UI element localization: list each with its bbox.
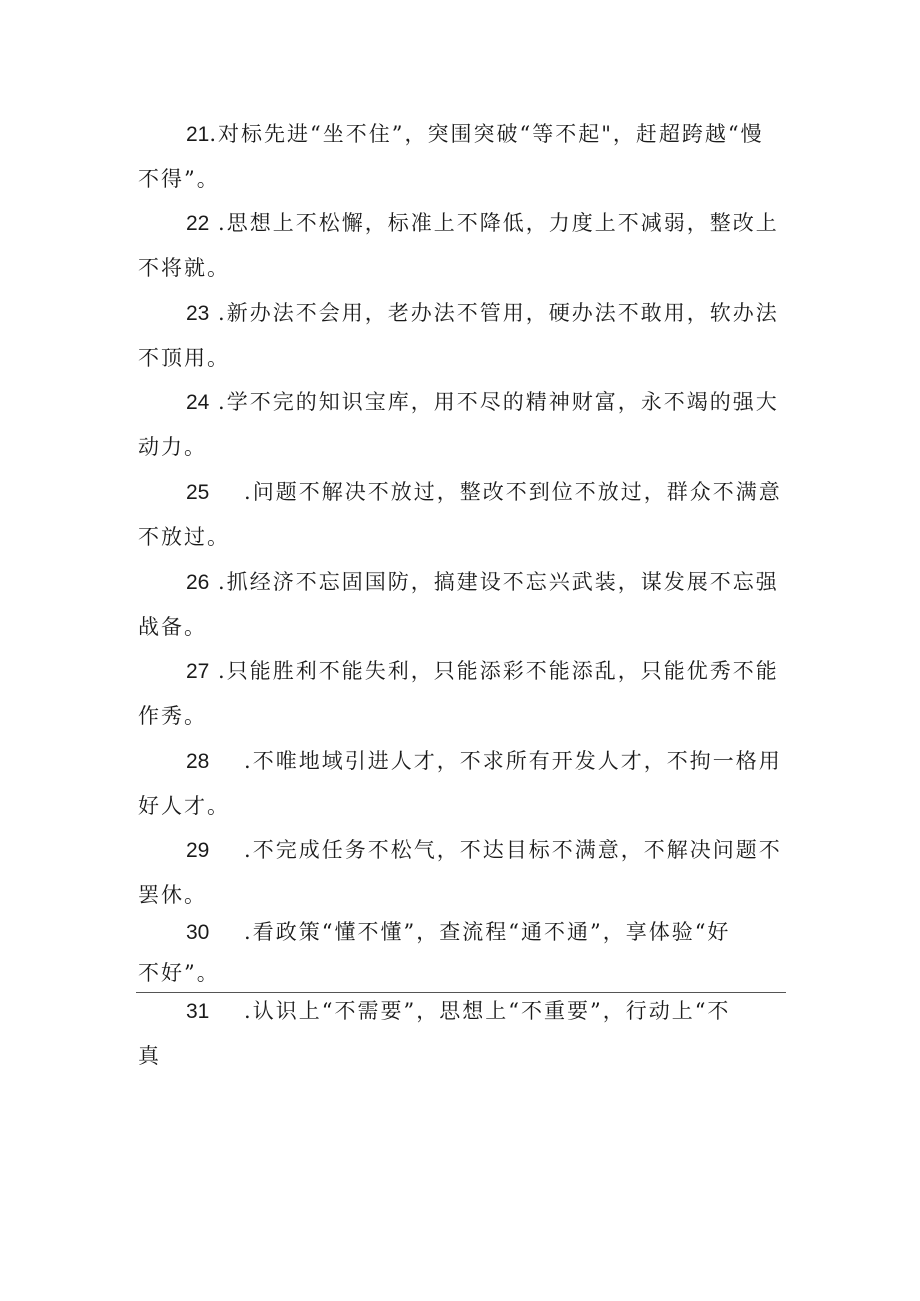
item-number: 27 bbox=[186, 660, 210, 683]
list-item bbox=[138, 291, 786, 381]
list-item-first-line bbox=[138, 470, 786, 515]
item-number: 24 bbox=[186, 391, 210, 414]
item-text-line2: 不放过。 bbox=[138, 525, 230, 549]
item-separator: . bbox=[209, 211, 227, 235]
item-text-line1: 新办法不会用，老办法不管用，硬办法不敢用，软办法 bbox=[226, 301, 779, 325]
list-item bbox=[138, 380, 786, 470]
item-number: 23 bbox=[186, 302, 210, 325]
item-text-line1: 对标先进“坐不住”，突围突破“等不起"，赶超跨越“慢 bbox=[218, 122, 764, 146]
list-item bbox=[138, 828, 786, 918]
item-text-line2: 战备。 bbox=[138, 615, 207, 639]
item-separator: . bbox=[209, 838, 253, 862]
item-number: 30 bbox=[186, 921, 210, 944]
item-text-line2: 不将就。 bbox=[138, 256, 230, 280]
list-item bbox=[138, 649, 786, 739]
item-text-line1: 看政策“懂不懂”，查流程“通不通”，享体验“好 bbox=[252, 920, 731, 944]
item-text-line2: 罢休。 bbox=[138, 883, 207, 907]
item-text-line2: 不顶用。 bbox=[138, 346, 230, 370]
list-item-first-line bbox=[138, 828, 786, 873]
item-separator: . bbox=[209, 749, 253, 773]
item-number: 28 bbox=[186, 750, 210, 773]
item-number: 21 bbox=[186, 123, 210, 146]
list-item-first-line bbox=[138, 989, 786, 1034]
item-text-line1: 不唯地域引进人才，不求所有开发人才，不拘一格用 bbox=[252, 749, 782, 773]
item-separator: . bbox=[209, 920, 253, 944]
item-text-line1: 学不完的知识宝库，用不尽的精神财富，永不竭的强大 bbox=[226, 390, 779, 414]
list-item bbox=[138, 470, 786, 560]
list-item-first-line bbox=[138, 649, 786, 694]
item-text-line1: 问题不解决不放过，整改不到位不放过，群众不满意 bbox=[252, 480, 782, 504]
item-separator: . bbox=[209, 122, 219, 146]
item-text-line1: 只能胜利不能失利，只能添彩不能添乱，只能优秀不能 bbox=[226, 659, 779, 683]
item-text-line2: 动力。 bbox=[138, 435, 207, 459]
item-separator: . bbox=[209, 480, 253, 504]
item-separator: . bbox=[209, 999, 253, 1023]
item-separator: . bbox=[209, 390, 227, 414]
list-item-first-line bbox=[138, 910, 786, 955]
item-number: 29 bbox=[186, 839, 210, 862]
item-text-line2: 好人才。 bbox=[138, 794, 230, 818]
item-text-line2: 作秀。 bbox=[138, 704, 207, 728]
list-item bbox=[138, 201, 786, 291]
item-number: 31 bbox=[186, 1000, 210, 1023]
item-separator: . bbox=[209, 659, 227, 683]
item-number: 26 bbox=[186, 571, 210, 594]
item-separator: . bbox=[209, 301, 227, 325]
list-item-first-line bbox=[138, 201, 786, 246]
item-text-line2: 不好”。 bbox=[138, 961, 220, 985]
item-number: 22 bbox=[186, 212, 210, 235]
item-separator: . bbox=[209, 570, 227, 594]
list-item bbox=[138, 910, 786, 991]
list-item bbox=[138, 739, 786, 829]
item-text-line1: 不完成任务不松气，不达目标不满意，不解决问题不 bbox=[252, 838, 782, 862]
list-item bbox=[138, 112, 786, 202]
item-text-line1: 抓经济不忘固国防，搞建设不忘兴武装，谋发展不忘强 bbox=[226, 570, 779, 594]
item-text-line2: 不得”。 bbox=[138, 167, 220, 191]
item-number: 25 bbox=[186, 481, 210, 504]
item-text-line1: 思想上不松懈，标准上不降低，力度上不减弱，整改上 bbox=[226, 211, 779, 235]
list-item-first-line bbox=[138, 291, 786, 336]
list-item-first-line bbox=[138, 560, 786, 605]
item-text-line1: 认识上“不需要”，思想上“不重要”，行动上“不 bbox=[252, 999, 731, 1023]
list-item bbox=[138, 989, 786, 1079]
item-text-line2: 真 bbox=[138, 1044, 161, 1068]
list-item-first-line bbox=[138, 380, 786, 425]
list-item bbox=[138, 560, 786, 650]
list-item-first-line bbox=[138, 112, 786, 157]
list-item-first-line bbox=[138, 739, 786, 784]
